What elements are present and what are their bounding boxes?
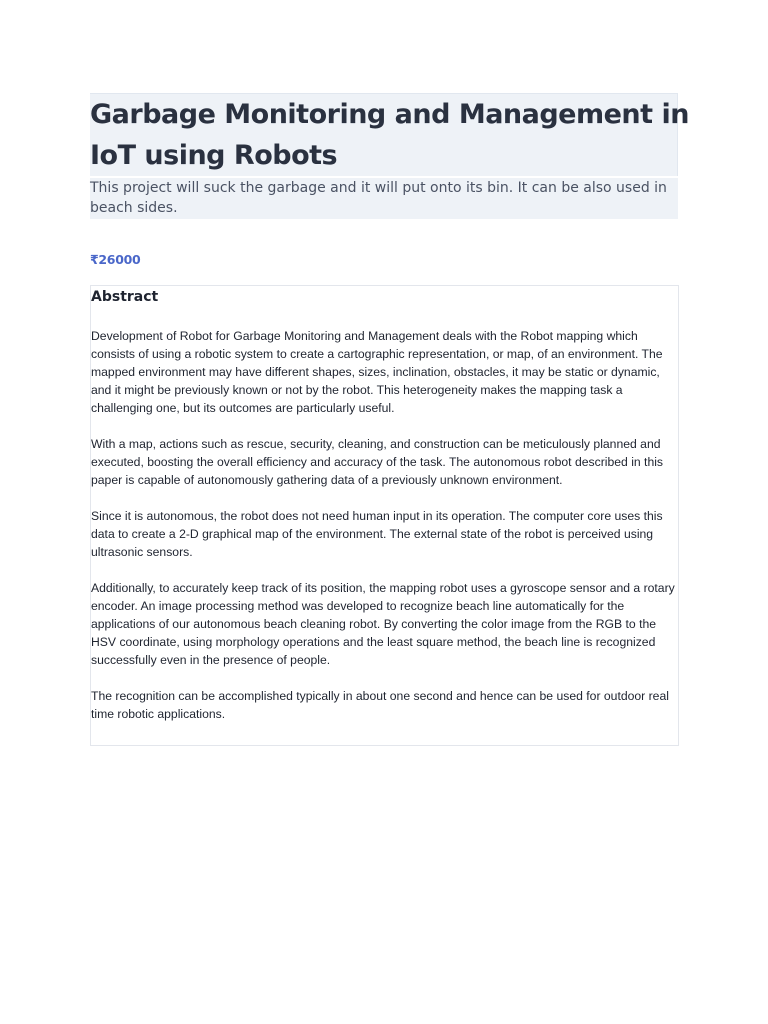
abstract-paragraph: Since it is autonomous, the robot does not need human input in its operation. The computer core uses this data to create a 2-D graphical map of the environment. The external state of the robot is perceived using ultrasonic sensors. xyxy=(91,509,663,559)
abstract-section xyxy=(90,285,679,746)
abstract-paragraph: Additionally, to accurately keep track of its position, the mapping robot uses a gyroscope sensor and a rotary encoder. An image processing method was developed to recognize beach line automatically for the applications of our autonomous beach cleaning robot. By converting the color image from the RGB to the HSV coordinate, using morphology operations and the least square method, the beach line is recognized successfully even in the presence of people. xyxy=(91,581,675,667)
abstract-paragraph: Development of Robot for Garbage Monitoring and Management deals with the Robot mapping which consists of using a robotic system to create a cartographic representation, or map, of an environment. The mapped environment may have different shapes, sizes, inclination, obstacles, it may be static or dynamic, and it might be previously known or not by the robot. This heterogeneity makes the mapping task a challenging one, but its outcomes are particularly useful. xyxy=(91,329,663,415)
price-label: ₹26000 xyxy=(90,252,141,267)
abstract-body xyxy=(91,327,679,741)
project-description: This project will suck the garbage and it will put onto its bin. It can be also used in beach sides. xyxy=(90,180,667,216)
page-title: Garbage Monitoring and Management in IoT using Robots xyxy=(90,99,689,171)
abstract-paragraph: The recognition can be accomplished typically in about one second and hence can be used for outdoor real time robotic applications. xyxy=(91,689,669,721)
title-highlight xyxy=(90,93,689,176)
abstract-paragraph: With a map, actions such as rescue, security, cleaning, and construction can be meticulously planned and executed, boosting the overall efficiency and accuracy of the task. The autonomous robot described in this paper is capable of autonomously gathering data of a previously unknown environment. xyxy=(91,437,664,487)
subtitle-highlight xyxy=(90,178,678,219)
abstract-heading: Abstract xyxy=(91,289,159,305)
